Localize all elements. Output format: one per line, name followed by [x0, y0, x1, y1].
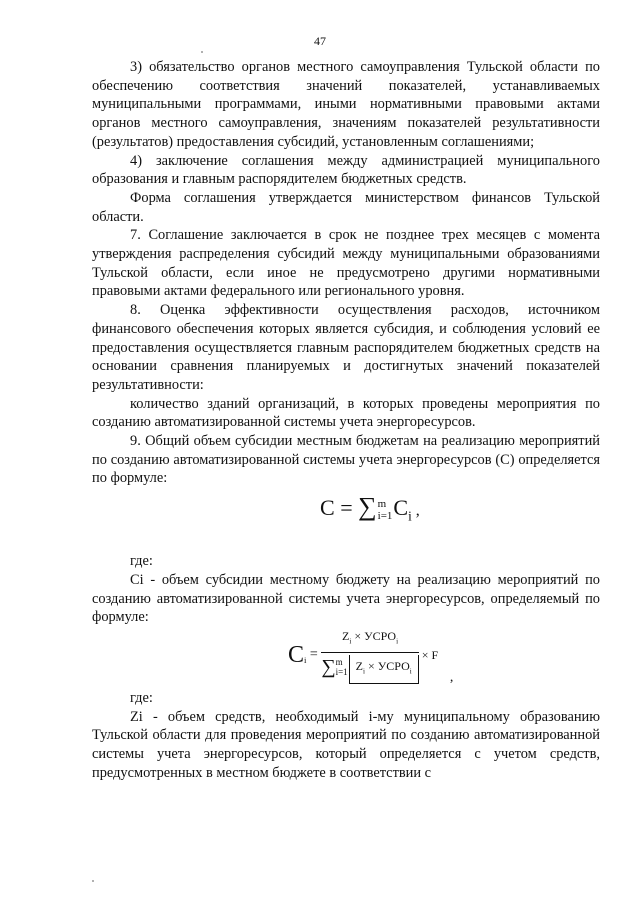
- formula-trail: ,: [411, 502, 420, 520]
- document-body: [92, 58, 600, 783]
- where-label: где:: [130, 689, 153, 706]
- formula-eq: =: [306, 647, 322, 663]
- denominator-bracket: $Z_i$ × $УСРО_i$: [349, 655, 419, 684]
- formula-total-subsidy: [92, 488, 600, 552]
- formula-lhs-sub: i: [304, 654, 307, 665]
- page-number: 47: [314, 34, 326, 48]
- where-label: где:: [130, 553, 153, 570]
- sum-sign: ∑: [358, 492, 377, 522]
- sum-upper-limit: m: [377, 498, 387, 511]
- formula-term-sub: i: [408, 508, 412, 524]
- formula-lhs: C: [288, 642, 305, 669]
- scan-speck: [201, 51, 203, 53]
- paragraph: количество зданий организаций, в которых проведены мероприятия по созданию автоматизированной системы учета энергоресурсов.: [92, 395, 600, 431]
- formula-trail: ,: [449, 669, 454, 685]
- formula-times-f: × F: [418, 648, 439, 663]
- paragraph: Ci - объем субсидии местному бюджету на реализацию мероприятий по созданию автоматизированной системы учета энергоресурсов, определяемый по формуле:: [92, 571, 600, 626]
- formula-lhs: C: [320, 495, 335, 521]
- paragraph: 9. Общий объем субсидии местным бюджетам на реализацию мероприятий по созданию автоматизированной системы учета энергоресурсов (С) определяется по формуле:: [92, 433, 600, 487]
- formula-ci: [92, 627, 600, 689]
- fraction-denominator: ∑ m i=1 $Z_i$ × $УСРО_i$: [321, 653, 418, 684]
- paragraph: 7. Соглашение заключается в срок не позднее трех месяцев с момента утверждения распределения субсидий между муниципальными образованиями Тульской области, если иное не предусмотрено другими нормативными правовыми актами федерального или регионального уровня.: [92, 227, 600, 300]
- formula-fraction: [321, 627, 418, 684]
- paragraph: 8. Оценка эффективности осуществления расходов, источником финансового обеспечения которых является субсидия, и соблюдения условий ее предоставления осуществляется главным распорядителем бюджетных средств на основании сравнения планируемых и достигнутых значений показателей результативности:: [92, 302, 600, 393]
- formula-eq: =: [334, 495, 359, 521]
- paragraph: Zi - объем средств, необходимый i-му муниципальному образованию Тульской области для проведения мероприятий по созданию автоматизированной системы учета энергоресурсов, который определяется с учетом средств, предусмотренных в местном бюджете в соответствии с: [92, 708, 600, 781]
- fraction-numerator: $Z_i$ × $УСРО_i$: [321, 627, 418, 653]
- sum-lower-limit: i=1: [377, 510, 393, 523]
- paragraph: 4) заключение соглашения между администрацией муниципального образования и главным распорядителем бюджетных средств.: [92, 152, 600, 188]
- paragraph: 3) обязательство органов местного самоуправления Тульской области по обеспечению соответствия значений показателей, устанавливаемых муниципальными программами, иными нормативными правовыми актами органов местного самоуправления, значениям показателей результативности (результатов) предоставления субсидий, установленным соглашениями;: [92, 59, 600, 150]
- scan-speck: [92, 880, 94, 882]
- paragraph: Форма соглашения утверждается министерством финансов Тульской области.: [92, 189, 600, 225]
- formula-term: C: [393, 495, 409, 521]
